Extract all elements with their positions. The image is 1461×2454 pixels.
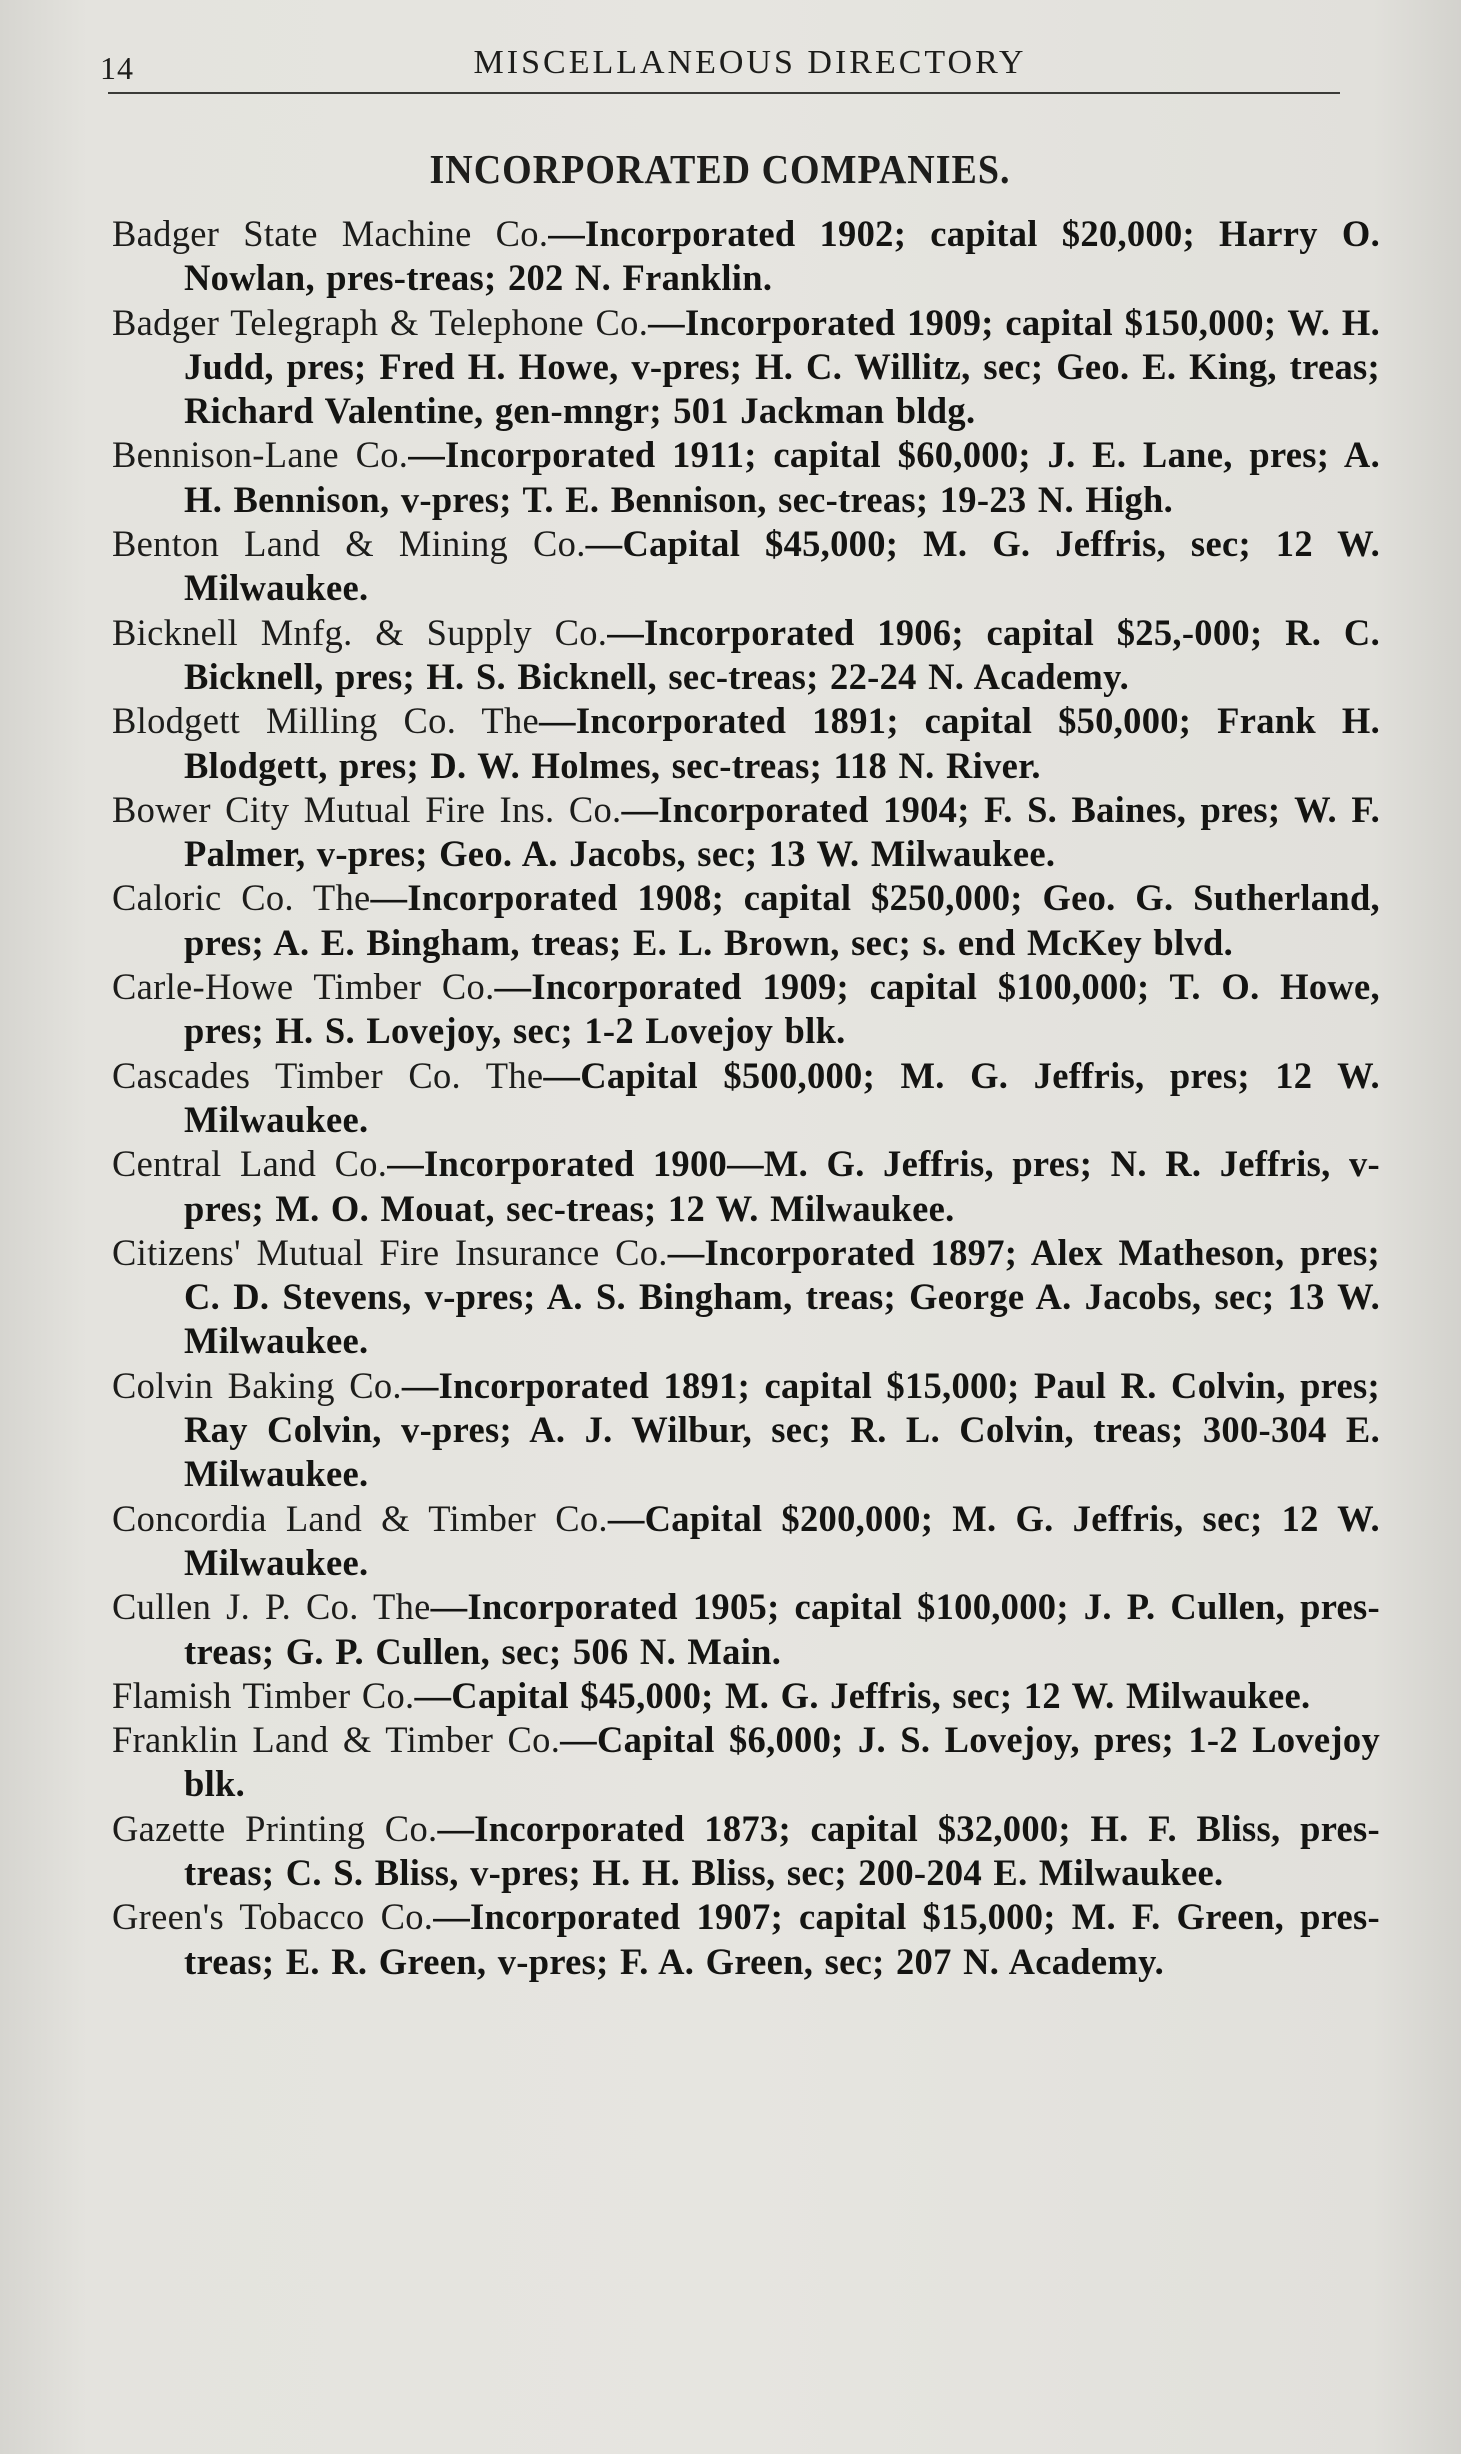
company-details: —Capital $45,000; M. G. Jeffris, sec; 12 W. Milwaukee. bbox=[184, 523, 1381, 609]
company-details: —Incorporated 1891; capital $15,000; Paul R. Colvin, pres; Ray Colvin, v-pres; A. J. Wilbur, sec; R. L. Colvin, treas; 300-304 E. Milwaukee. bbox=[184, 1364, 1380, 1495]
header-rule bbox=[108, 92, 1340, 94]
company-entry bbox=[112, 1142, 1380, 1231]
company-name: Bower City Mutual Fire Ins. Co. bbox=[112, 788, 622, 830]
company-entry bbox=[112, 1497, 1380, 1586]
company-entry bbox=[112, 1807, 1380, 1896]
company-name: Badger State Machine Co. bbox=[112, 213, 549, 254]
running-title: MISCELLANEOUS DIRECTORY bbox=[473, 44, 1027, 81]
company-details: —Incorporated 1891; capital $50,000; Frank H. Blodgett, pres; D. W. Holmes, sec-treas; 118 N. River. bbox=[184, 700, 1380, 786]
company-details: —Capital $45,000; M. G. Jeffris, sec; 12 W. Milwaukee. bbox=[414, 1674, 1311, 1716]
company-details: —Incorporated 1909; capital $150,000; W. H. Judd, pres; Fred H. Howe, v-pres; H. C. Willitz, sec; Geo. E. King, treas; Richard Valentine, gen-mngr; 501 Jackman bldg. bbox=[184, 301, 1380, 432]
company-details: —Incorporated 1873; capital $32,000; H. F. Bliss, pres-treas; C. S. Bliss, v-pres; H. H. Bliss, sec; 200-204 E. Milwaukee. bbox=[184, 1807, 1381, 1893]
company-entry bbox=[112, 1364, 1380, 1497]
company-details: —Incorporated 1907; capital $15,000; M. F. Green, pres-treas; E. R. Green, v-pres; F. A. Green, sec; 207 N. Academy. bbox=[184, 1896, 1380, 1982]
company-details: —Incorporated 1911; capital $60,000; J. E. Lane, pres; A. H. Bennison, v-pres; T. E. Bennison, sec-treas; 19-23 N. High. bbox=[184, 434, 1381, 520]
company-name: Colvin Baking Co. bbox=[112, 1364, 402, 1406]
company-entry bbox=[112, 965, 1380, 1054]
company-name: Badger Telegraph & Telephone Co. bbox=[112, 301, 649, 343]
company-entry bbox=[112, 212, 1380, 301]
company-name: Citizens' Mutual Fire Insurance Co. bbox=[112, 1231, 668, 1273]
company-details: —Incorporated 1908; capital $250,000; Geo. G. Sutherland, pres; A. E. Bingham, treas; E. L. Brown, sec; s. end McKey blvd. bbox=[184, 877, 1380, 963]
company-name: Franklin Land & Timber Co. bbox=[112, 1719, 561, 1761]
company-name: Bicknell Mnfg. & Supply Co. bbox=[112, 611, 608, 653]
company-name: Cascades Timber Co. The bbox=[112, 1054, 544, 1096]
company-details: —Capital $500,000; M. G. Jeffris, pres; 12 W. Milwaukee. bbox=[184, 1054, 1380, 1140]
company-name: Blodgett Milling Co. The bbox=[112, 700, 540, 742]
company-entry bbox=[112, 1585, 1380, 1674]
company-details: —Incorporated 1909; capital $100,000; T. O. Howe, pres; H. S. Lovejoy, sec; 1-2 Lovejoy blk. bbox=[184, 966, 1380, 1052]
company-details: —Incorporated 1900—M. G. Jeffris, pres; N. R. Jeffris, v-pres; M. O. Mouat, sec-treas; 12 W. Milwaukee. bbox=[184, 1143, 1380, 1229]
company-name: Concordia Land & Timber Co. bbox=[112, 1497, 608, 1539]
company-name: Caloric Co. The bbox=[112, 877, 371, 919]
company-name: Cullen J. P. Co. The bbox=[112, 1586, 431, 1628]
company-details: —Incorporated 1897; Alex Matheson, pres; C. D. Stevens, v-pres; A. S. Bingham, treas; George A. Jacobs, sec; 13 W. Milwaukee. bbox=[184, 1231, 1380, 1362]
company-entry bbox=[112, 1718, 1380, 1807]
company-entry bbox=[112, 1054, 1380, 1143]
company-details: —Capital $6,000; J. S. Lovejoy, pres; 1-2 Lovejoy blk. bbox=[184, 1719, 1380, 1805]
company-entry bbox=[112, 1231, 1380, 1364]
company-name: Gazette Printing Co. bbox=[112, 1807, 438, 1849]
company-entry bbox=[112, 788, 1380, 877]
company-name: Benton Land & Mining Co. bbox=[112, 523, 586, 565]
running-head bbox=[100, 36, 1340, 96]
company-entry bbox=[112, 433, 1380, 522]
company-name: Carle-Howe Timber Co. bbox=[112, 966, 495, 1008]
company-list bbox=[112, 212, 1380, 1984]
company-name: Central Land Co. bbox=[112, 1143, 388, 1185]
company-entry bbox=[112, 611, 1380, 700]
company-name: Flamish Timber Co. bbox=[112, 1674, 415, 1716]
company-name: Bennison-Lane Co. bbox=[112, 434, 409, 476]
company-details: —Incorporated 1904; F. S. Baines, pres; W. F. Palmer, v-pres; Geo. A. Jacobs, sec; 13 W. Milwaukee. bbox=[184, 788, 1380, 875]
company-details: —Incorporated 1905; capital $100,000; J. P. Cullen, pres-treas; G. P. Cullen, sec; 506 N. Main. bbox=[184, 1586, 1380, 1672]
company-entry bbox=[112, 699, 1380, 788]
section-title: INCORPORATED COMPANIES. bbox=[429, 147, 1011, 193]
company-entry bbox=[112, 522, 1380, 611]
company-details: —Incorporated 1902; capital $20,000; Harry O. Nowlan, pres-treas; 202 N. Franklin. bbox=[184, 213, 1380, 299]
company-entry bbox=[112, 876, 1380, 965]
company-name: Green's Tobacco Co. bbox=[112, 1896, 434, 1938]
company-details: —Incorporated 1906; capital $25,-000; R. C. Bicknell, pres; H. S. Bicknell, sec-treas; 22-24 N. Academy. bbox=[184, 611, 1380, 697]
page-number: 14 bbox=[100, 50, 134, 86]
company-entry bbox=[112, 1674, 1380, 1718]
company-details: —Capital $200,000; M. G. Jeffris, sec; 12 W. Milwaukee. bbox=[184, 1497, 1380, 1583]
company-entry bbox=[112, 301, 1380, 434]
company-entry bbox=[112, 1895, 1380, 1984]
